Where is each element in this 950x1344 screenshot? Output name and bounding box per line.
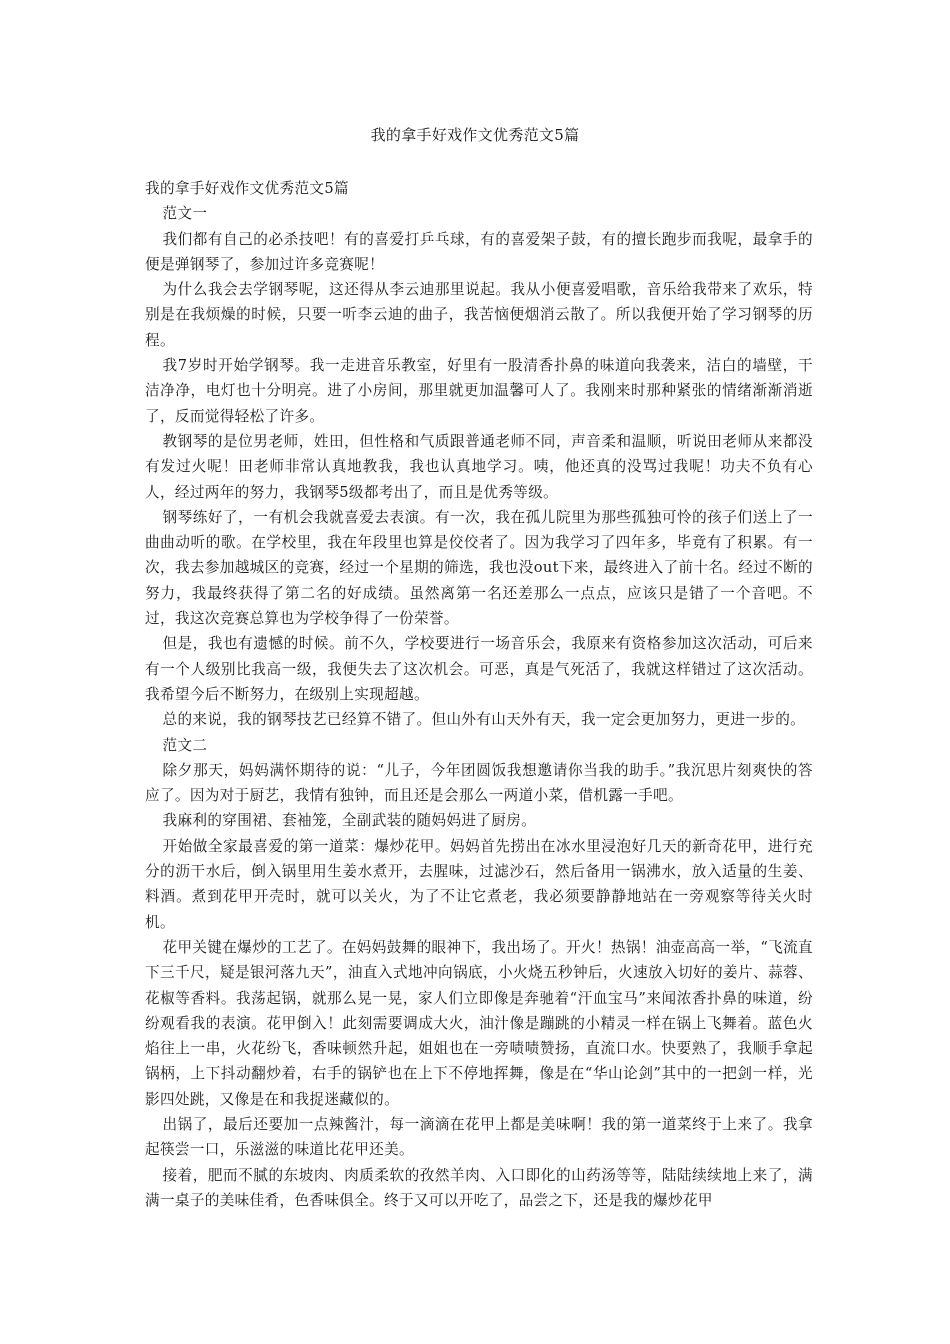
- document-body: [145, 176, 813, 1213]
- paragraph: 总的来说，我的钢琴技艺已经算不错了。但山外有山天外有天，我一定会更加努力，更进一步的。: [162, 711, 806, 729]
- paragraph: 教钢琴的是位男老师，姓田，但性格和气质跟普通老师不同，声音柔和温顺，听说田老师从来都没有发过火呢！田老师非常认真地教我，我也认真地学习。咦，他还真的没骂过我呢！功夫不负有心人，经过两年的努力，我钢琴5级都考出了，而且是优秀等级。: [145, 432, 813, 501]
- section-heading-2: 范文二: [162, 736, 208, 754]
- paragraph: 我们都有自己的必杀技吧！有的喜爱打乒乓球，有的喜爱架子鼓，有的擅长跑步而我呢，最拿手的便是弹钢琴了，参加过许多竞赛呢！: [145, 230, 813, 273]
- paragraph: 为什么我会去学钢琴呢，这还得从李云迪那里说起。我从小便喜爱唱歌，音乐给我带来了欢乐，特别是在我烦燥的时候，只要一听李云迪的曲子，我苦恼便烟消云散了。所以我便开始了学习钢琴的历程。: [145, 281, 813, 349]
- paragraph: 花甲关键在爆炒的工艺了。在妈妈鼓舞的眼神下，我出场了。开火！热锅！油壶高高一举，“飞流直下三千尺，疑是银河落九天”，油直入式地冲向锅底，小火烧五秒钟后，火速放入切好的姜片、蒜蓉、花椒等香料。我荡起锅，就那么晃一晃，家人们立即像是奔驰着“汗血宝马”来闻浓香扑鼻的味道，纷纷观看我的表演。花甲倒入！此刻需要调成大火，油汁像是蹦跳的小精灵一样在锅上飞舞着。蓝色火焰往上一串，火花纷飞，香味顿然升起，姐姐也在一旁啧啧赞扬，直流口水。快要熟了，我顺手拿起锅柄，上下抖动翻炒着，右手的锅铲也在上下不停地挥舞，像是在“华山论剑”其中的一把剑一样，光影四处跳，又像是在和我捉迷藏似的。: [145, 938, 813, 1108]
- paragraph: 开始做全家最喜爱的第一道菜：爆炒花甲。妈妈首先捞出在冰水里浸泡好几天的新奇花甲，进行充分的沥干水后，倒入锅里用生姜水煮开，去腥味，过滤沙石，然后备用一锅沸水，放入适量的生姜、料酒。煮到花甲开壳时，就可以关火，为了不让它煮老，我必须要静静地站在一旁观察等待关火时机。: [145, 837, 813, 931]
- document-subtitle: 我的拿手好戏作文优秀范文5篇: [145, 180, 349, 197]
- section-heading-1: 范文一: [162, 205, 208, 223]
- paragraph: 钢琴练好了，一有机会我就喜爱去表演。有一次，我在孤儿院里为那些孤独可怜的孩子们送上了一曲曲动听的歌。在学校里，我在年段里也算是佼佼者了。因为我学习了四年多，毕竟有了积累。有一次，我去参加越城区的竞赛，经过一个星期的筛选，我也没out下来，最终进入了前十名。经过不断的努力，我最终获得了第二名的好成绩。虽然离第一名还差那么一点点，应该只是错了一个音吧。不过，我这次竞赛总算也为学校争得了一份荣誉。: [145, 508, 813, 628]
- paragraph: 接着，肥而不腻的东坡肉、肉质柔软的孜然羊肉、入口即化的山药汤等等，陆陆续续地上来了，满满一桌子的美味佳肴，色香味俱全。终于又可以开吃了，品尝之下，还是我的爆炒花甲: [145, 1166, 813, 1209]
- paragraph: 但是，我也有遗憾的时候。前不久，学校要进行一场音乐会，我原来有资格参加这次活动，可后来有一个人级别比我高一级，我便失去了这次机会。可恶，真是气死活了，我就这样错过了这次活动。我希望今后不断努力，在级别上实现超越。: [145, 635, 813, 703]
- paragraph: 出锅了，最后还要加一点辣酱汁，每一滴滴在花甲上都是美味啊！我的第一道菜终于上来了。我拿起筷尝一口，乐滋滋的味道比花甲还美。: [145, 1115, 813, 1159]
- paragraph: 我7岁时开始学钢琴。我一走进音乐教室，好里有一股清香扑鼻的味道向我袭来，洁白的墙壁，干洁净净，电灯也十分明亮。进了小房间，那里就更加温馨可人了。我刚来时那种紧张的情绪渐渐消逝了，反而觉得轻松了许多。: [145, 357, 813, 425]
- document-title: 我的拿手好戏作文优秀范文5篇: [370, 126, 580, 144]
- paragraph: 除夕那天，妈妈满怀期待的说：“儿子，今年团圆饭我想邀请你当我的助手。”我沉思片刻爽快的答应了。因为对于厨艺，我情有独钟，而且还是会那么一两道小菜，借机露一手吧。: [145, 761, 813, 805]
- paragraph: 我麻利的穿围裙、套袖笼，全副武装的随妈妈进了厨房。: [162, 812, 537, 830]
